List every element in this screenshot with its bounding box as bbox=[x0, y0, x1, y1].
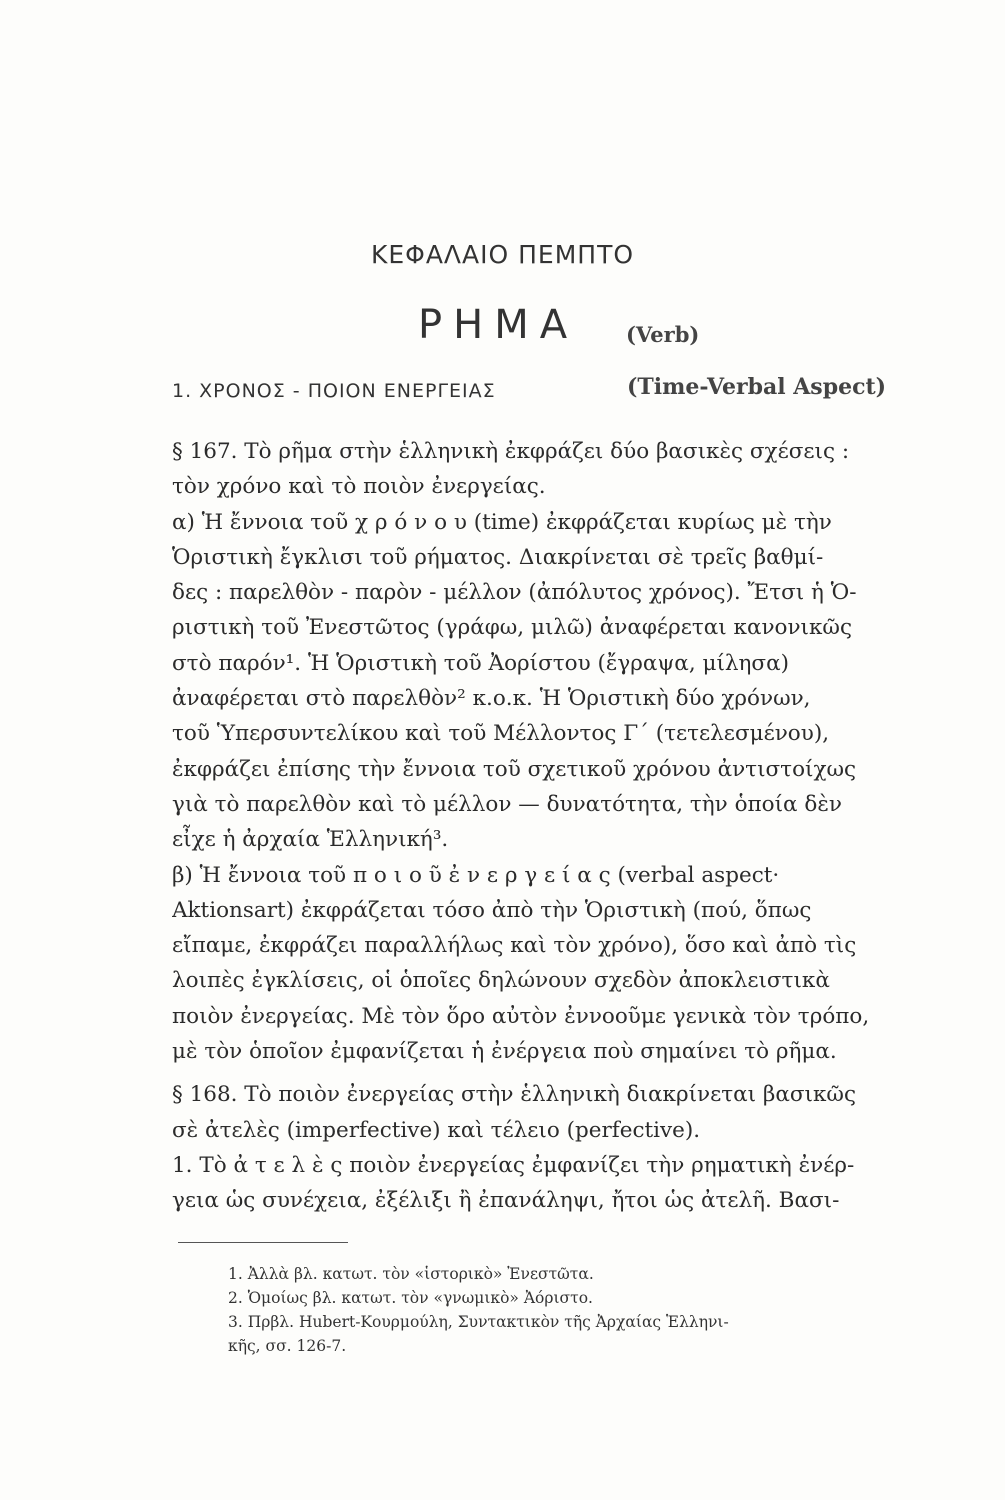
body-line: ριστικὴ τοῦ Ἐνεστῶτος (γράφω, μιλῶ) ἀναφέρεται κανονικῶς bbox=[172, 615, 853, 641]
body-line: α) Ἡ ἔννοια τοῦ χ ρ ό ν ο υ (time) ἐκφράζεται κυρίως μὲ τὴν bbox=[172, 509, 832, 535]
body-line: § 168. Τὸ ποιὸν ἐνεργείας στὴν ἑλληνικὴ διακρίνεται βασικῶς bbox=[172, 1082, 856, 1108]
body-line: β) Ἡ ἔννοια τοῦ π ο ι ο ῦ ἐ ν ε ρ γ ε ί α ς (verbal aspect· bbox=[172, 862, 780, 888]
body-line: εἴπαμε, ἐκφράζει παραλλήλως καὶ τὸν χρόνο), ὅσο καὶ ἀπὸ τὶς bbox=[172, 933, 857, 959]
page-title-english: (Verb) bbox=[626, 322, 700, 347]
body-line: γεια ὡς συνέχεια, ἐξέλιξι ἢ ἐπανάληψι, ἤτοι ὡς ἀτελῆ. Βασι- bbox=[172, 1188, 840, 1214]
body-line: 1. Τὸ ἀ τ ε λ ὲ ς ποιὸν ἐνεργείας ἐμφανίζει τὴν ρηματικὴ ἐνέρ- bbox=[172, 1152, 855, 1178]
body-line: τοῦ Ὑπερσυντελίκου καὶ τοῦ Μέλλοντος Γ΄ (τετελεσμένου), bbox=[172, 721, 830, 747]
body-line: εἶχε ἡ ἀρχαία Ἑλληνική³. bbox=[172, 827, 449, 853]
body-line: στὸ παρόν¹. Ἡ Ὁριστικὴ τοῦ Ἀορίστου (ἔγραψα, μίλησα) bbox=[172, 650, 789, 676]
body-line: σὲ ἀτελὲς (imperfective) καὶ τέλειο (perfective). bbox=[172, 1117, 701, 1143]
body-line: ποιὸν ἐνεργείας. Μὲ τὸν ὅρο αὐτὸν ἐννοοῦμε γενικὰ τὸν τρόπο, bbox=[172, 1003, 870, 1029]
body-line: Ὁριστικὴ ἔγκλισι τοῦ ρήματος. Διακρίνεται σὲ τρεῖς βαθμί- bbox=[172, 544, 824, 570]
chapter-heading: ΚΕΦΑΛΑΙΟ ΠΕΜΠΤΟ bbox=[370, 240, 635, 269]
body-line: τὸν χρόνο καὶ τὸ ποιὸν ἐνεργείας. bbox=[172, 474, 546, 500]
footnote-divider bbox=[178, 1242, 348, 1243]
body-text bbox=[172, 434, 932, 1219]
footnote-continuation: κῆς, σσ. 126-7. bbox=[228, 1337, 347, 1355]
section-heading: 1. ΧΡΟΝΟΣ - ΠΟΙΟΝ ΕΝΕΡΓΕΙΑΣ bbox=[172, 380, 496, 402]
footnote: 3. Πρβλ. Hubert-Κουρμούλη, Συντακτικὸν τῆς Ἀρχαίας Ἑλληνι- bbox=[228, 1313, 729, 1331]
footnote: 1. Ἀλλὰ βλ. κατωτ. τὸν «ἱστορικὸ» Ἐνεστῶτα. bbox=[228, 1265, 594, 1283]
page-title: ΡΗΜΑ bbox=[418, 302, 579, 348]
section-heading-english: (Time-Verbal Aspect) bbox=[627, 374, 887, 400]
body-line: γιὰ τὸ παρελθὸν καὶ τὸ μέλλον — δυνατότητα, τὴν ὁποία δὲν bbox=[172, 791, 842, 817]
body-line: ἀναφέρεται στὸ παρελθὸν² κ.ο.κ. Ἡ Ὁριστικὴ δύο χρόνων, bbox=[172, 686, 811, 712]
body-line: δες : παρελθὸν - παρὸν - μέλλον (ἀπόλυτος χρόνος). Ἔτσι ἡ Ὁ- bbox=[172, 580, 857, 606]
body-line: μὲ τὸν ὁποῖον ἐμφανίζεται ἡ ἐνέργεια ποὺ σημαίνει τὸ ρῆμα. bbox=[172, 1039, 837, 1065]
footnote: 2. Ὁμοίως βλ. κατωτ. τὸν «γνωμικὸ» Ἀόριστο. bbox=[228, 1289, 593, 1307]
body-line: Aktionsart) ἐκφράζεται τόσο ἀπὸ τὴν Ὁριστικὴ (πού, ὅπως bbox=[172, 897, 812, 923]
footnotes bbox=[228, 1262, 928, 1358]
body-line: § 167. Τὸ ρῆμα στὴν ἑλληνικὴ ἐκφράζει δύο βασικὲς σχέσεις : bbox=[172, 439, 850, 464]
body-line: λοιπὲς ἐγκλίσεις, οἱ ὁποῖες δηλώνουν σχεδὸν ἀποκλειστικὰ bbox=[172, 968, 830, 994]
body-line: ἐκφράζει ἐπίσης τὴν ἔννοια τοῦ σχετικοῦ χρόνου ἀντιστοίχως bbox=[172, 756, 857, 782]
